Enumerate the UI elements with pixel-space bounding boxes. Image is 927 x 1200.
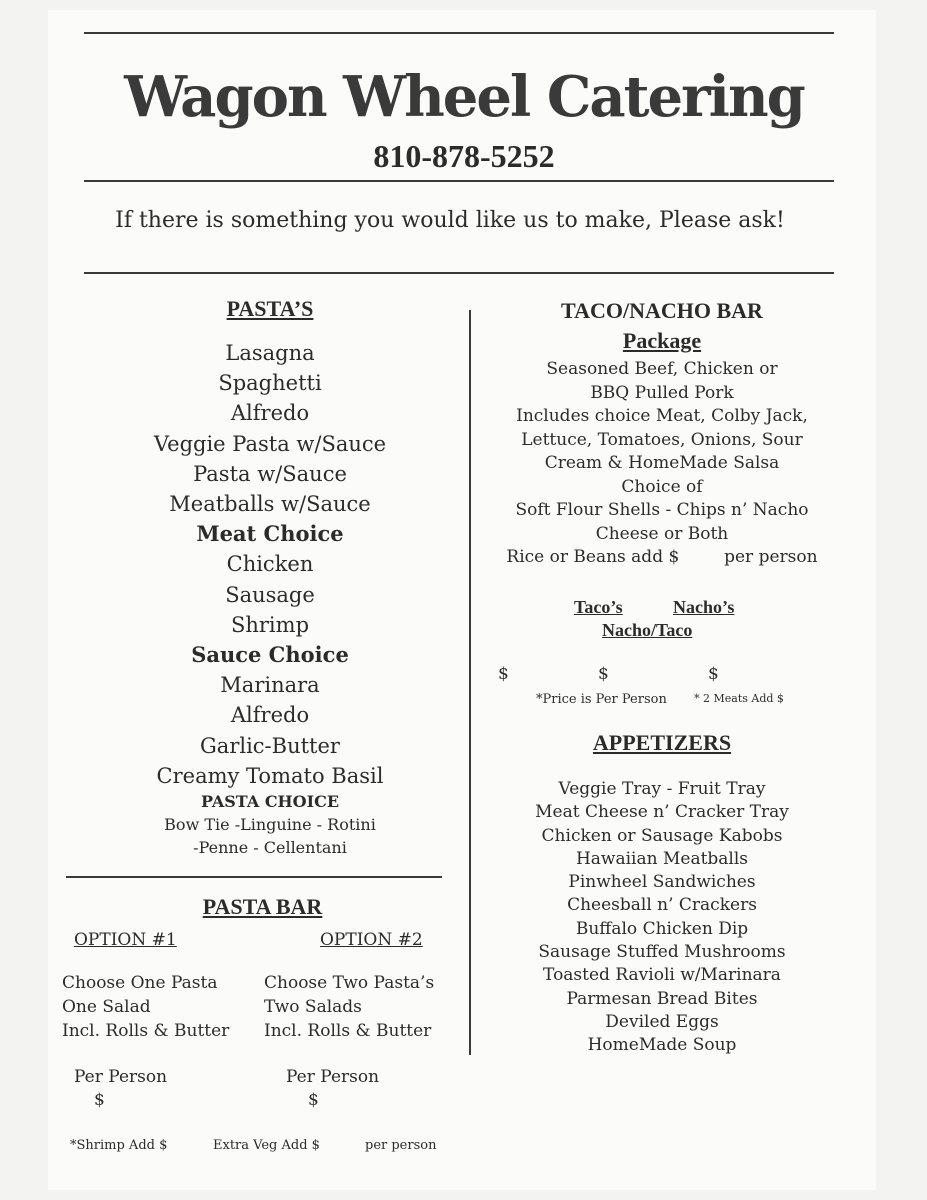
nacho-taco-price: $ — [708, 664, 719, 684]
option1-line: Incl. Rolls & Butter — [62, 1021, 230, 1041]
meat-item: Chicken — [226, 552, 314, 577]
header-rule — [84, 180, 834, 182]
option1-line: One Salad — [62, 997, 151, 1017]
option2-price: $ — [308, 1090, 319, 1110]
appetizer-item: Deviled Eggs — [605, 1011, 719, 1032]
appetizer-item: Pinwheel Sandwiches — [568, 872, 756, 893]
pasta-bar-heading: PASTA BAR — [202, 894, 323, 919]
option2-line: Choose Two Pasta’s — [264, 973, 435, 993]
sauce-item: Alfredo — [230, 703, 310, 728]
taco-bar-section — [478, 298, 846, 354]
option-nacho-taco: Nacho/Taco — [602, 620, 693, 640]
option2-details — [264, 971, 434, 1043]
sauce-item: Creamy Tomato Basil — [156, 763, 384, 788]
pastas-list — [60, 338, 480, 859]
taco-line: Cheese or Both — [595, 523, 729, 544]
pastas-section — [60, 296, 480, 322]
option1-line: Choose One Pasta — [62, 973, 218, 993]
pasta-item: Lasagna — [225, 341, 315, 365]
nacho-price: $ — [598, 664, 609, 684]
pasta-bar-section — [60, 894, 465, 920]
appetizers-heading: APPETIZERS — [592, 730, 732, 755]
option2-per-person: Per Person — [286, 1067, 380, 1087]
package-heading: Package — [622, 328, 702, 353]
taco-line: Soft Flour Shells - Chips n’ Nacho — [515, 500, 809, 520]
meat-item: Shrimp — [230, 612, 310, 637]
appetizer-item: HomeMade Soup — [587, 1035, 737, 1056]
veg-note: Extra Veg Add $ — [213, 1138, 320, 1153]
pasta-item: Pasta w/Sauce — [193, 461, 347, 486]
option-tacos: Taco’s — [574, 597, 623, 617]
taco-description — [478, 358, 846, 570]
taco-line: Includes choice Meat, Colby Jack, — [516, 406, 808, 426]
taco-line: Cream & HomeMade Salsa — [544, 453, 780, 473]
meat-item: Sausage — [225, 582, 315, 607]
pasta-choice-line: -Penne - Cellentani — [193, 838, 347, 858]
top-rule — [84, 32, 834, 34]
taco-line: Lettuce, Tomatoes, Onions, Sour — [521, 429, 803, 450]
taco-line: BBQ Pulled Pork — [590, 382, 734, 403]
two-meats-note: * 2 Meats Add $ — [694, 692, 784, 705]
shrimp-note: *Shrimp Add $ — [70, 1138, 168, 1153]
price-per-person-note: *Price is Per Person — [536, 692, 667, 707]
rice-beans-suffix: per person — [724, 547, 818, 567]
pasta-choice-heading: PASTA CHOICE — [200, 792, 340, 812]
taco-line: Seasoned Beef, Chicken or — [546, 359, 778, 379]
per-person-note: per person — [365, 1138, 437, 1153]
pasta-choice-line: Bow Tie -Linguine - Rotini — [164, 815, 376, 835]
appetizer-item: Veggie Tray - Fruit Tray — [558, 779, 766, 799]
meat-choice-heading: Meat Choice — [196, 521, 344, 547]
option1-label: OPTION #1 — [74, 930, 177, 950]
appetizer-item: Chicken or Sausage Kabobs — [541, 825, 783, 846]
sauce-choice-heading: Sauce Choice — [191, 642, 349, 668]
sauce-item: Marinara — [220, 673, 320, 698]
option1-price: $ — [94, 1090, 105, 1110]
pastas-heading: PASTA’S — [226, 296, 314, 321]
appetizer-item: Hawaiian Meatballs — [575, 848, 749, 869]
option1-details — [62, 971, 229, 1043]
appetizer-item: Toasted Ravioli w/Marinara — [543, 965, 781, 986]
pasta-item: Alfredo — [230, 401, 310, 426]
sauce-item: Garlic-Butter — [200, 733, 340, 758]
option1-per-person: Per Person — [74, 1067, 168, 1087]
option2-line: Two Salads — [264, 997, 362, 1017]
option-nachos: Nacho’s — [673, 597, 735, 617]
option2-label: OPTION #2 — [320, 930, 423, 950]
business-title: Wagon Wheel Catering — [124, 64, 804, 130]
appetizers-list — [478, 778, 846, 1058]
tagline: If there is something you would like us to make, Please ask! — [115, 208, 785, 233]
pasta-item: Spaghetti — [218, 371, 322, 396]
appetizer-item: Cheesball n’ Crackers — [567, 895, 757, 916]
pasta-bar-rule — [66, 876, 442, 878]
appetizer-item: Meat Cheese n’ Cracker Tray — [535, 802, 789, 823]
appetizer-item: Parmesan Bread Bites — [566, 988, 758, 1009]
appetizer-item: Buffalo Chicken Dip — [575, 918, 749, 939]
appetizers-section — [478, 730, 846, 756]
rice-beans-line — [478, 546, 846, 570]
phone-number: 810-878-5252 — [373, 138, 555, 174]
pasta-item: Veggie Pasta w/Sauce — [153, 431, 387, 456]
taco-price: $ — [498, 664, 509, 684]
taco-bar-heading: TACO/NACHO BAR — [561, 298, 763, 323]
appetizer-item: Sausage Stuffed Mushrooms — [538, 942, 786, 963]
pasta-item: Meatballs w/Sauce — [169, 492, 371, 517]
taco-line: Choice of — [621, 476, 703, 497]
tagline-rule — [84, 272, 834, 274]
option2-line: Incl. Rolls & Butter — [264, 1021, 432, 1041]
rice-beans-label: Rice or Beans add $ — [506, 547, 680, 567]
